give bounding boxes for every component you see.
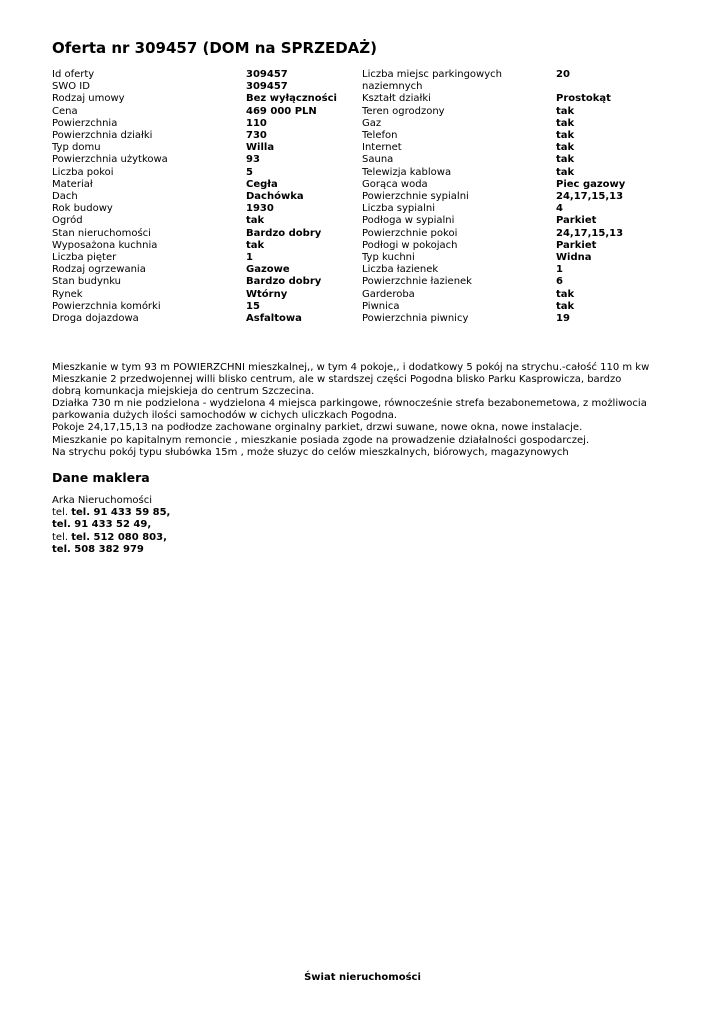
property-label: Dach bbox=[52, 191, 78, 203]
property-row bbox=[362, 93, 682, 105]
property-row bbox=[362, 179, 682, 191]
property-value: Asfaltowa bbox=[246, 313, 302, 325]
property-row bbox=[52, 81, 352, 93]
property-label: Cena bbox=[52, 105, 78, 117]
property-row bbox=[362, 69, 682, 81]
property-row bbox=[52, 69, 352, 81]
property-label: Id oferty bbox=[52, 69, 95, 80]
property-row bbox=[362, 215, 682, 227]
property-value: tak bbox=[556, 130, 575, 142]
phone-number: tel. 508 382 979 bbox=[52, 543, 144, 555]
property-value: tak bbox=[556, 288, 575, 300]
property-value: tak bbox=[556, 105, 575, 117]
agent-heading: Dane maklera bbox=[52, 470, 150, 485]
property-label: Powierzchnie pokoi bbox=[362, 227, 458, 239]
property-value: Widna bbox=[556, 252, 592, 264]
property-row bbox=[52, 215, 352, 227]
property-row bbox=[52, 240, 352, 252]
property-row bbox=[362, 167, 682, 179]
phone-prefix: tel. bbox=[52, 507, 69, 519]
offer-description bbox=[52, 362, 652, 459]
property-row bbox=[362, 106, 682, 118]
agent-phone bbox=[52, 532, 170, 544]
agent-contact bbox=[52, 495, 170, 556]
property-value: tak bbox=[246, 239, 265, 251]
property-label: Rok budowy bbox=[52, 203, 113, 215]
property-row bbox=[362, 252, 682, 264]
property-label: Podłoga w sypialni bbox=[362, 215, 455, 227]
property-value: 5 bbox=[246, 166, 253, 178]
property-label: Liczba pokoi bbox=[52, 166, 114, 178]
property-value: 730 bbox=[246, 130, 267, 142]
property-value: 20 bbox=[556, 69, 570, 80]
property-label: Powierzchnia użytkowa bbox=[52, 154, 168, 166]
property-row bbox=[52, 130, 352, 142]
property-row bbox=[362, 203, 682, 215]
property-label: Liczba sypialni bbox=[362, 203, 436, 215]
property-value: tak bbox=[246, 215, 265, 227]
property-label: Piwnica bbox=[362, 300, 400, 312]
property-row bbox=[52, 93, 352, 105]
page-title: Oferta nr 309457 (DOM na SPRZEDAŻ) bbox=[52, 39, 377, 57]
property-value: Bardzo dobry bbox=[246, 276, 322, 288]
phone-number: tel. 512 080 803, bbox=[71, 531, 167, 543]
property-row bbox=[362, 276, 682, 288]
property-row bbox=[52, 142, 352, 154]
property-value: 309457 bbox=[246, 81, 288, 93]
property-value: Cegła bbox=[246, 178, 278, 190]
property-row bbox=[362, 130, 682, 142]
property-label: Wyposażona kuchnia bbox=[52, 239, 158, 251]
phone-prefix: tel. bbox=[52, 531, 69, 543]
property-label: Powierzchnia piwnicy bbox=[362, 313, 469, 325]
property-row bbox=[52, 276, 352, 288]
property-value: Gazowe bbox=[246, 264, 290, 276]
property-value: 1 bbox=[556, 264, 563, 276]
agent-name: Arka Nieruchomości bbox=[52, 495, 153, 506]
property-label: Ogród bbox=[52, 215, 83, 227]
property-label: Liczba miejsc parkingowych bbox=[362, 69, 502, 80]
property-value: tak bbox=[556, 154, 575, 166]
property-row bbox=[52, 301, 352, 313]
property-label: Powierzchnia komórki bbox=[52, 300, 161, 312]
property-row bbox=[362, 142, 682, 154]
property-label: Liczba pięter bbox=[52, 252, 117, 264]
property-label: Telefon bbox=[362, 130, 398, 142]
property-label: Rodzaj ogrzewania bbox=[52, 264, 146, 276]
page-footer: Świat nieruchomości bbox=[304, 972, 421, 983]
property-row bbox=[52, 203, 352, 215]
property-value: Bardzo dobry bbox=[246, 227, 322, 239]
property-value: Parkiet bbox=[556, 239, 597, 251]
agent-phone bbox=[52, 544, 170, 556]
property-row bbox=[362, 264, 682, 276]
property-value: Piec gazowy bbox=[556, 178, 626, 190]
property-row bbox=[362, 191, 682, 203]
property-label: Typ domu bbox=[52, 142, 101, 154]
property-label: Stan nieruchomości bbox=[52, 227, 151, 239]
property-value: Parkiet bbox=[556, 215, 597, 227]
property-value: 469 000 PLN bbox=[246, 105, 317, 117]
property-label: Telewizja kablowa bbox=[362, 166, 452, 178]
property-label: Materiał bbox=[52, 178, 93, 190]
property-value: 19 bbox=[556, 313, 570, 325]
property-value: tak bbox=[556, 117, 575, 129]
description-paragraph: Mieszkanie po kapitalnym remoncie , mieszkanie posiada zgode na prowadzenie działalności gospodarczej. bbox=[52, 434, 590, 446]
property-label: Garderoba bbox=[362, 288, 415, 300]
description-paragraph: Mieszkanie w tym 93 m POWIERZCHNI mieszkalnej,, w tym 4 pokoje,, i dodatkowy 5 pokój na strychu.-całość 110 m kw bbox=[52, 362, 650, 373]
property-label: Powierzchnie łazienek bbox=[362, 276, 472, 288]
property-value: Prostokąt bbox=[556, 93, 611, 105]
property-label: Powierzchnia bbox=[52, 117, 118, 129]
property-row bbox=[52, 228, 352, 240]
property-label: Droga dojazdowa bbox=[52, 313, 139, 325]
property-value: tak bbox=[556, 166, 575, 178]
property-row bbox=[362, 118, 682, 130]
property-value: 6 bbox=[556, 276, 563, 288]
property-label: SWO ID bbox=[52, 81, 90, 93]
description-paragraph: Działka 730 m nie podzielona - wydzielona 4 miejsca parkingowe, równocześnie strefa bezabonemetowa, z możliwocia parkowania dużych ilości samochodów w cichych uliczkach Pogodna. bbox=[52, 398, 647, 422]
description-paragraph: Mieszkanie 2 przedwojennej willi blisko centrum, ale w stardszej części Pogodna blisko Parku Kasprowicza, bardzo dobrą komunkacja miejskieja do centrum Szczecina. bbox=[52, 374, 622, 398]
property-row bbox=[362, 313, 682, 325]
property-label: Teren ogrodzony bbox=[362, 105, 445, 117]
phone-number: tel. 91 433 59 85, bbox=[71, 507, 171, 519]
property-value: 24,17,15,13 bbox=[556, 227, 624, 239]
property-row bbox=[52, 179, 352, 191]
property-row bbox=[52, 289, 352, 301]
property-row bbox=[362, 289, 682, 301]
phone-number: tel. 91 433 52 49, bbox=[52, 519, 152, 531]
property-label: Gorąca woda bbox=[362, 178, 428, 190]
property-value: tak bbox=[556, 300, 575, 312]
property-label: Podłogi w pokojach bbox=[362, 239, 458, 251]
property-label: Kształt działki bbox=[362, 93, 431, 105]
property-value: 1930 bbox=[246, 203, 274, 215]
property-row bbox=[362, 240, 682, 252]
property-list-left bbox=[52, 69, 352, 325]
property-value: Bez wyłączności bbox=[246, 93, 337, 105]
property-label: Internet bbox=[362, 142, 402, 154]
property-row bbox=[52, 167, 352, 179]
property-row bbox=[52, 252, 352, 264]
property-value: Willa bbox=[246, 142, 275, 154]
property-label: Rynek bbox=[52, 288, 83, 300]
property-row bbox=[52, 106, 352, 118]
property-value: 15 bbox=[246, 300, 260, 312]
property-row bbox=[52, 191, 352, 203]
property-label: Powierzchnia działki bbox=[52, 130, 153, 142]
property-value: 93 bbox=[246, 154, 260, 166]
property-value: 110 bbox=[246, 117, 267, 129]
property-row bbox=[52, 154, 352, 166]
property-row bbox=[362, 154, 682, 166]
property-label: naziemnych bbox=[362, 81, 423, 93]
description-paragraph: Na strychu pokój typu słubówka 15m , może słuzyc do celów mieszkalnych, biórowych, magazynowych bbox=[52, 446, 569, 458]
property-value: 309457 bbox=[246, 69, 288, 80]
property-value: 24,17,15,13 bbox=[556, 191, 624, 203]
agent-phone bbox=[52, 519, 170, 531]
property-label: Gaz bbox=[362, 117, 382, 129]
property-label: Liczba łazienek bbox=[362, 264, 439, 276]
property-row bbox=[52, 264, 352, 276]
property-label: Stan budynku bbox=[52, 276, 122, 288]
property-row bbox=[52, 118, 352, 130]
property-label: Typ kuchni bbox=[362, 252, 415, 264]
property-row bbox=[362, 81, 682, 93]
property-row bbox=[362, 228, 682, 240]
description-paragraph: Pokoje 24,17,15,13 na podłodze zachowane orginalny parkiet, drzwi suwane, nowe okna, nowe instalacje. bbox=[52, 422, 583, 434]
agent-phone bbox=[52, 507, 170, 519]
property-label: Rodzaj umowy bbox=[52, 93, 125, 105]
property-value: 1 bbox=[246, 252, 253, 264]
property-value: 4 bbox=[556, 203, 563, 215]
property-row bbox=[362, 301, 682, 313]
property-list-right bbox=[362, 69, 682, 325]
property-label: Powierzchnie sypialni bbox=[362, 191, 469, 203]
property-row bbox=[52, 313, 352, 325]
property-label: Sauna bbox=[362, 154, 394, 166]
property-value: Wtórny bbox=[246, 288, 288, 300]
property-value: tak bbox=[556, 142, 575, 154]
property-value: Dachówka bbox=[246, 191, 304, 203]
